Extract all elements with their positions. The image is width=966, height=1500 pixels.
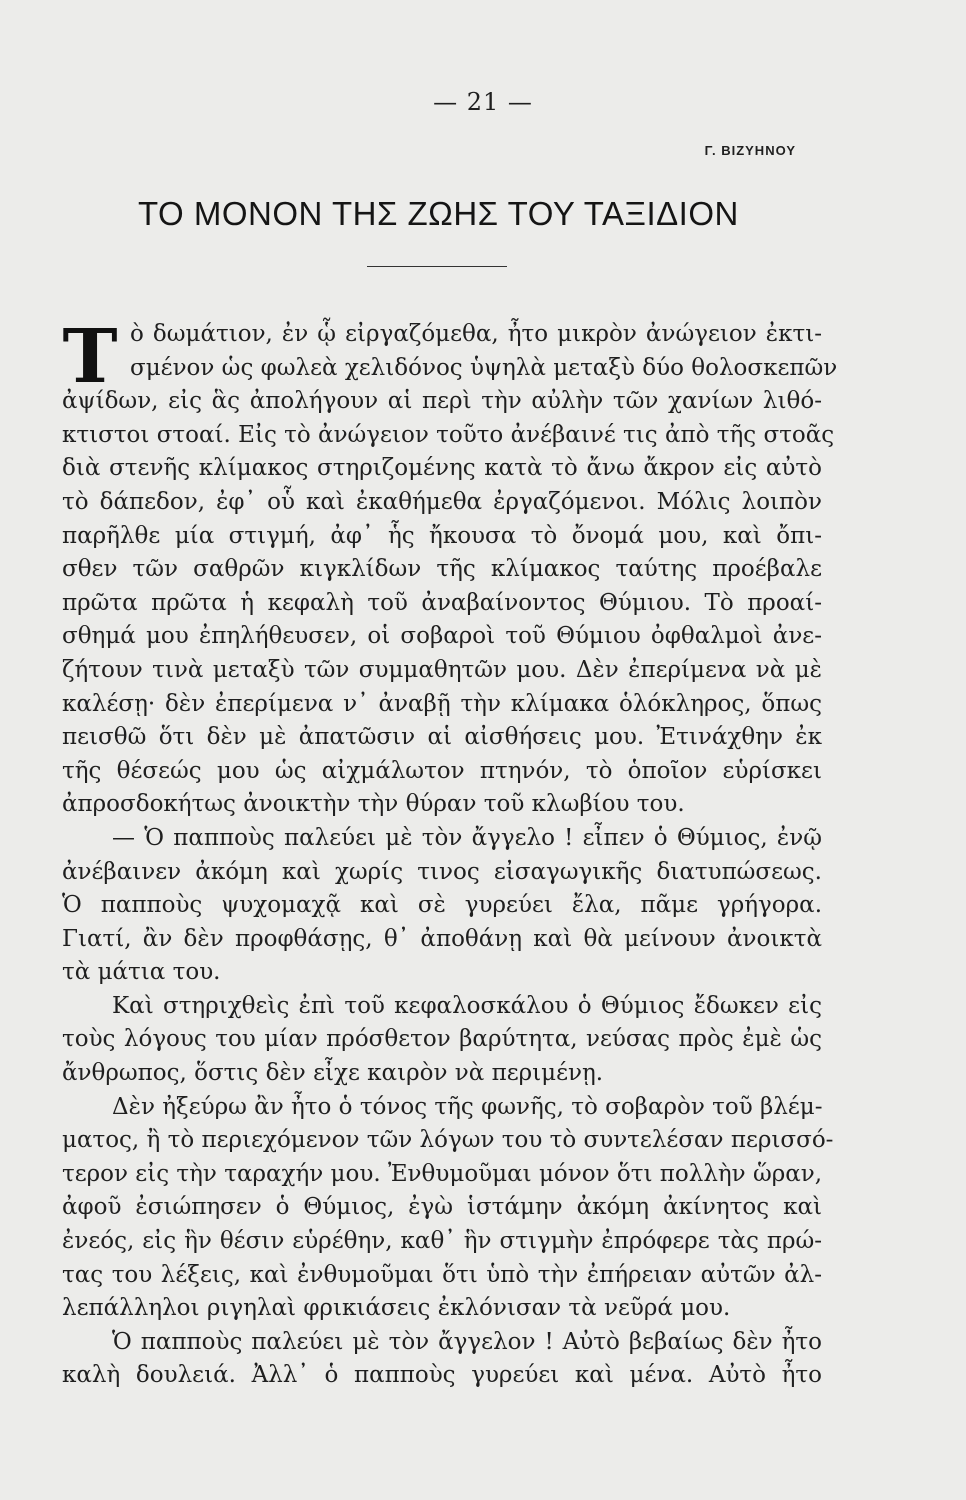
- text-line: τὰ μάτια του.: [62, 959, 221, 986]
- text-line: τὸ δάπεδον, ἐφ᾽ οὗ καὶ ἐκαθήμεθα ἐργαζόμενοι. Μόλις λοιπὸν: [62, 488, 822, 515]
- body-text: [62, 314, 838, 1393]
- text-line: Ὁ παπποὺς παλεύει μὲ τὸν ἄγγελον ! Αὐτὸ βεβαίως δὲν ἦτο: [112, 1328, 822, 1355]
- text-line: σμένον ὡς φωλεὰ χελιδόνος ὑψηλὰ μεταξὺ δύο θολοσκεπῶν: [130, 354, 838, 381]
- text-line: ματος, ἢ τὸ περιεχόμενον τῶν λόγων του τὸ συντελέσαν περισσό-: [62, 1127, 834, 1154]
- text-line: — Ὁ παπποὺς παλεύει μὲ τὸν ἄγγελο ! εἶπεν ὁ Θύμιος, ἐνῷ: [112, 824, 822, 851]
- text-line: παρῆλθε μία στιγμή, ἀφ᾽ ἧς ἤκουσα τὸ ὄνομά μου, καὶ ὄπι-: [62, 522, 822, 549]
- author-name: Γ. ΒΙΖΥΗΝΟΥ: [704, 143, 796, 158]
- text-line: ἀνέβαινεν ἀκόμη καὶ χωρίς τινος εἰσαγωγικῆς διατυπώσεως.: [62, 858, 822, 885]
- first-paragraph-opening: [62, 318, 838, 385]
- text-line: τας του λέξεις, καὶ ἐνθυμοῦμαι ὅτι ὑπὸ τὴν ἐπήρειαν αὐτῶν ἀλ-: [62, 1261, 822, 1288]
- text-line: Δὲν ἠξεύρω ἂν ἦτο ὁ τόνος τῆς φωνῆς, τὸ σοβαρὸν τοῦ βλέμ-: [112, 1093, 823, 1120]
- text-line: πρῶτα πρῶτα ἡ κεφαλὴ τοῦ ἀναβαίνοντος Θύμιου. Τὸ προαί-: [62, 589, 822, 616]
- text-line: διὰ στενῆς κλίμακος στηριζομένης κατὰ τὸ ἄνω ἄκρον εἰς αὐτὸ: [62, 455, 822, 482]
- text-line: ἀφοῦ ἐσιώπησεν ὁ Θύμιος, ἐγὼ ἱστάμην ἀκόμη ἀκίνητος καὶ: [62, 1194, 822, 1221]
- text-line: ὸ δωμάτιον, ἐν ᾧ εἰργαζόμεθα, ἦτο μικρὸν ἀνώγειον ἐκτι-: [130, 321, 822, 347]
- text-line: ἀψίδων, εἰς ἃς ἀπολήγουν αἱ περὶ τὴν αὐλὴν τῶν χανίων λιθό-: [62, 388, 822, 415]
- text-line: καλέσῃ· δὲν ἐπερίμενα ν᾽ ἀναβῇ τὴν κλίμακα ὁλόκληρος, ὅπως: [62, 690, 822, 717]
- page-number: — 21 —: [433, 88, 533, 116]
- title-divider: [367, 266, 507, 267]
- text-line: ζήτουν τινὰ μεταξὺ τῶν συμμαθητῶν μου. Δὲν ἐπερίμενα νὰ μὲ: [62, 656, 822, 683]
- drop-cap: Τ: [62, 314, 118, 400]
- text-line: λεπάλληλοι ριγηλαὶ φρικιάσεις ἐκλόνισαν τὰ νεῦρά μου.: [62, 1295, 731, 1322]
- text-line: ἐνεός, εἰς ἣν θέσιν εὑρέθην, καθ᾽ ἣν στιγμὴν ἐπρόφερε τὰς πρώ-: [62, 1228, 822, 1255]
- text-line: καλὴ δουλειά. Ἀλλ᾽ ὁ παπποὺς γυρεύει καὶ μένα. Αὐτὸ ἦτο: [62, 1362, 822, 1389]
- text-line: τῆς θέσεώς μου ὡς αἰχμάλωτον πτηνόν, τὸ ὁποῖον εὑρίσκει: [62, 757, 822, 784]
- text-line: κτιστοι στοαί. Εἰς τὸ ἀνώγειον τοῦτο ἀνέβαινέ τις ἀπὸ τῆς στοᾶς: [62, 421, 835, 448]
- chapter-title: ΤΟ ΜΟΝΟΝ ΤΗΣ ΖΩΗΣ ΤΟΥ ΤΑΞΙΔΙΟΝ: [138, 195, 739, 232]
- text-line: πεισθῶ ὅτι δὲν μὲ ἀπατῶσιν αἱ αἰσθήσεις μου. Ἐτινάχθην ἐκ: [62, 724, 822, 751]
- text-line: σθημά μου ἐπηλήθευσεν, οἱ σοβαροὶ τοῦ Θύμιου ὀφθαλμοὶ ἀνε-: [62, 623, 822, 650]
- text-line: Γιατί, ἂν δὲν προφθάσῃς, θ᾽ ἀποθάνῃ καὶ θὰ μείνουν ἀνοικτὰ: [62, 925, 822, 952]
- text-line: τερον εἰς τὴν ταραχήν μου. Ἐνθυμοῦμαι μόνον ὅτι πολλὴν ὥραν,: [62, 1160, 823, 1187]
- text-line: ἄνθρωπος, ὅστις δὲν εἶχε καιρὸν νὰ περιμένῃ.: [62, 1060, 604, 1087]
- text-line: Ὁ παπποὺς ψυχομαχᾷ καὶ σὲ γυρεύει ἔλα, πᾶμε γρήγορα.: [62, 892, 822, 919]
- text-line: σθεν τῶν σαθρῶν κιγκλίδων τῆς κλίμακος ταύτης προέβαλε: [62, 556, 822, 583]
- text-line: ἀπροσδοκήτως ἀνοικτὴν τὴν θύραν τοῦ κλωβίου του.: [62, 791, 685, 818]
- text-line: Καὶ στηριχθεὶς ἐπὶ τοῦ κεφαλοσκάλου ὁ Θύμιος ἔδωκεν εἰς: [112, 992, 822, 1019]
- text-line: τοὺς λόγους του μίαν πρόσθετον βαρύτητα, νεύσας πρὸς ἐμὲ ὡς: [62, 1026, 822, 1053]
